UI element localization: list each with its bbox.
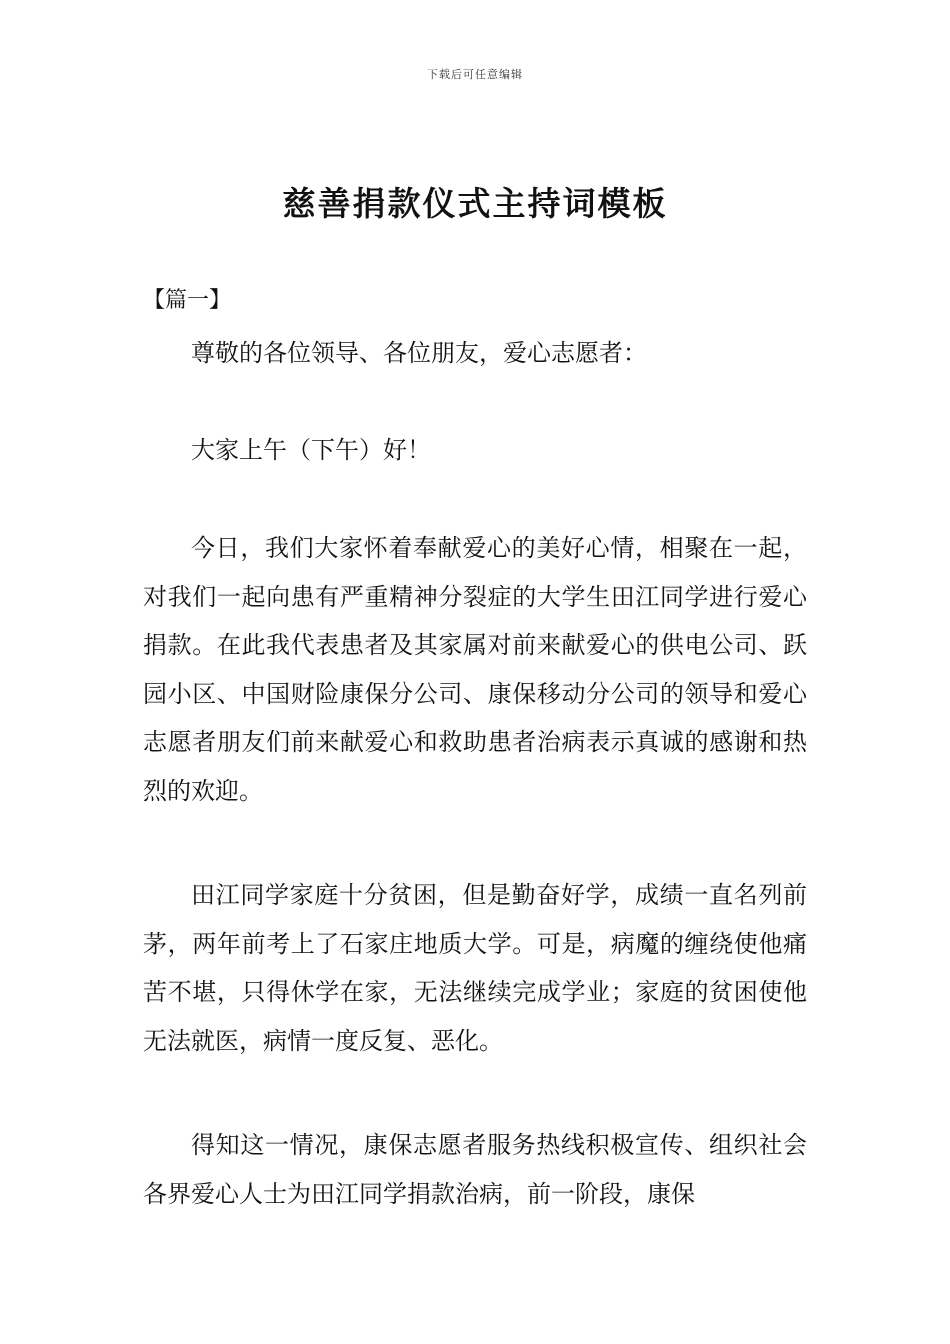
document-title: 慈善捐款仪式主持词模板 <box>282 184 668 223</box>
body-paragraph-3: 得知这一情况，康保志愿者服务热线积极宣传、组织社会各界爱心人士为田江同学捐款治病，前一阶段，康保 <box>143 1131 807 1208</box>
body-paragraph-1: 今日，我们大家怀着奉献爱心的美好心情，相聚在一起，对我们一起向患有严重精神分裂症的大学生田江同学进行爱心捐款。在此我代表患者及其家属对前来献爱心的供电公司、跃园小区、中国财险康保分公司、康保移动分公司的领导和爱心志愿者朋友们前来献爱心和救助患者治病表示真诚的感谢和热烈的欢迎。 <box>143 534 807 805</box>
section-label: 【篇一】 <box>143 288 232 313</box>
salutation-paragraph: 尊敬的各位领导、各位朋友，爱心志愿者： <box>191 339 647 367</box>
body-paragraph-2: 田江同学家庭十分贫困，但是勤奋好学，成绩一直名列前茅，两年前考上了石家庄地质大学。可是，病魔的缠绕使他痛苦不堪，只得休学在家，无法继续完成学业；家庭的贫困使他无法就医，病情一度反复、恶化。 <box>143 881 807 1055</box>
greeting-paragraph: 大家上午（下午）好！ <box>191 436 431 464</box>
header-note: 下载后可任意编辑 <box>427 68 523 81</box>
